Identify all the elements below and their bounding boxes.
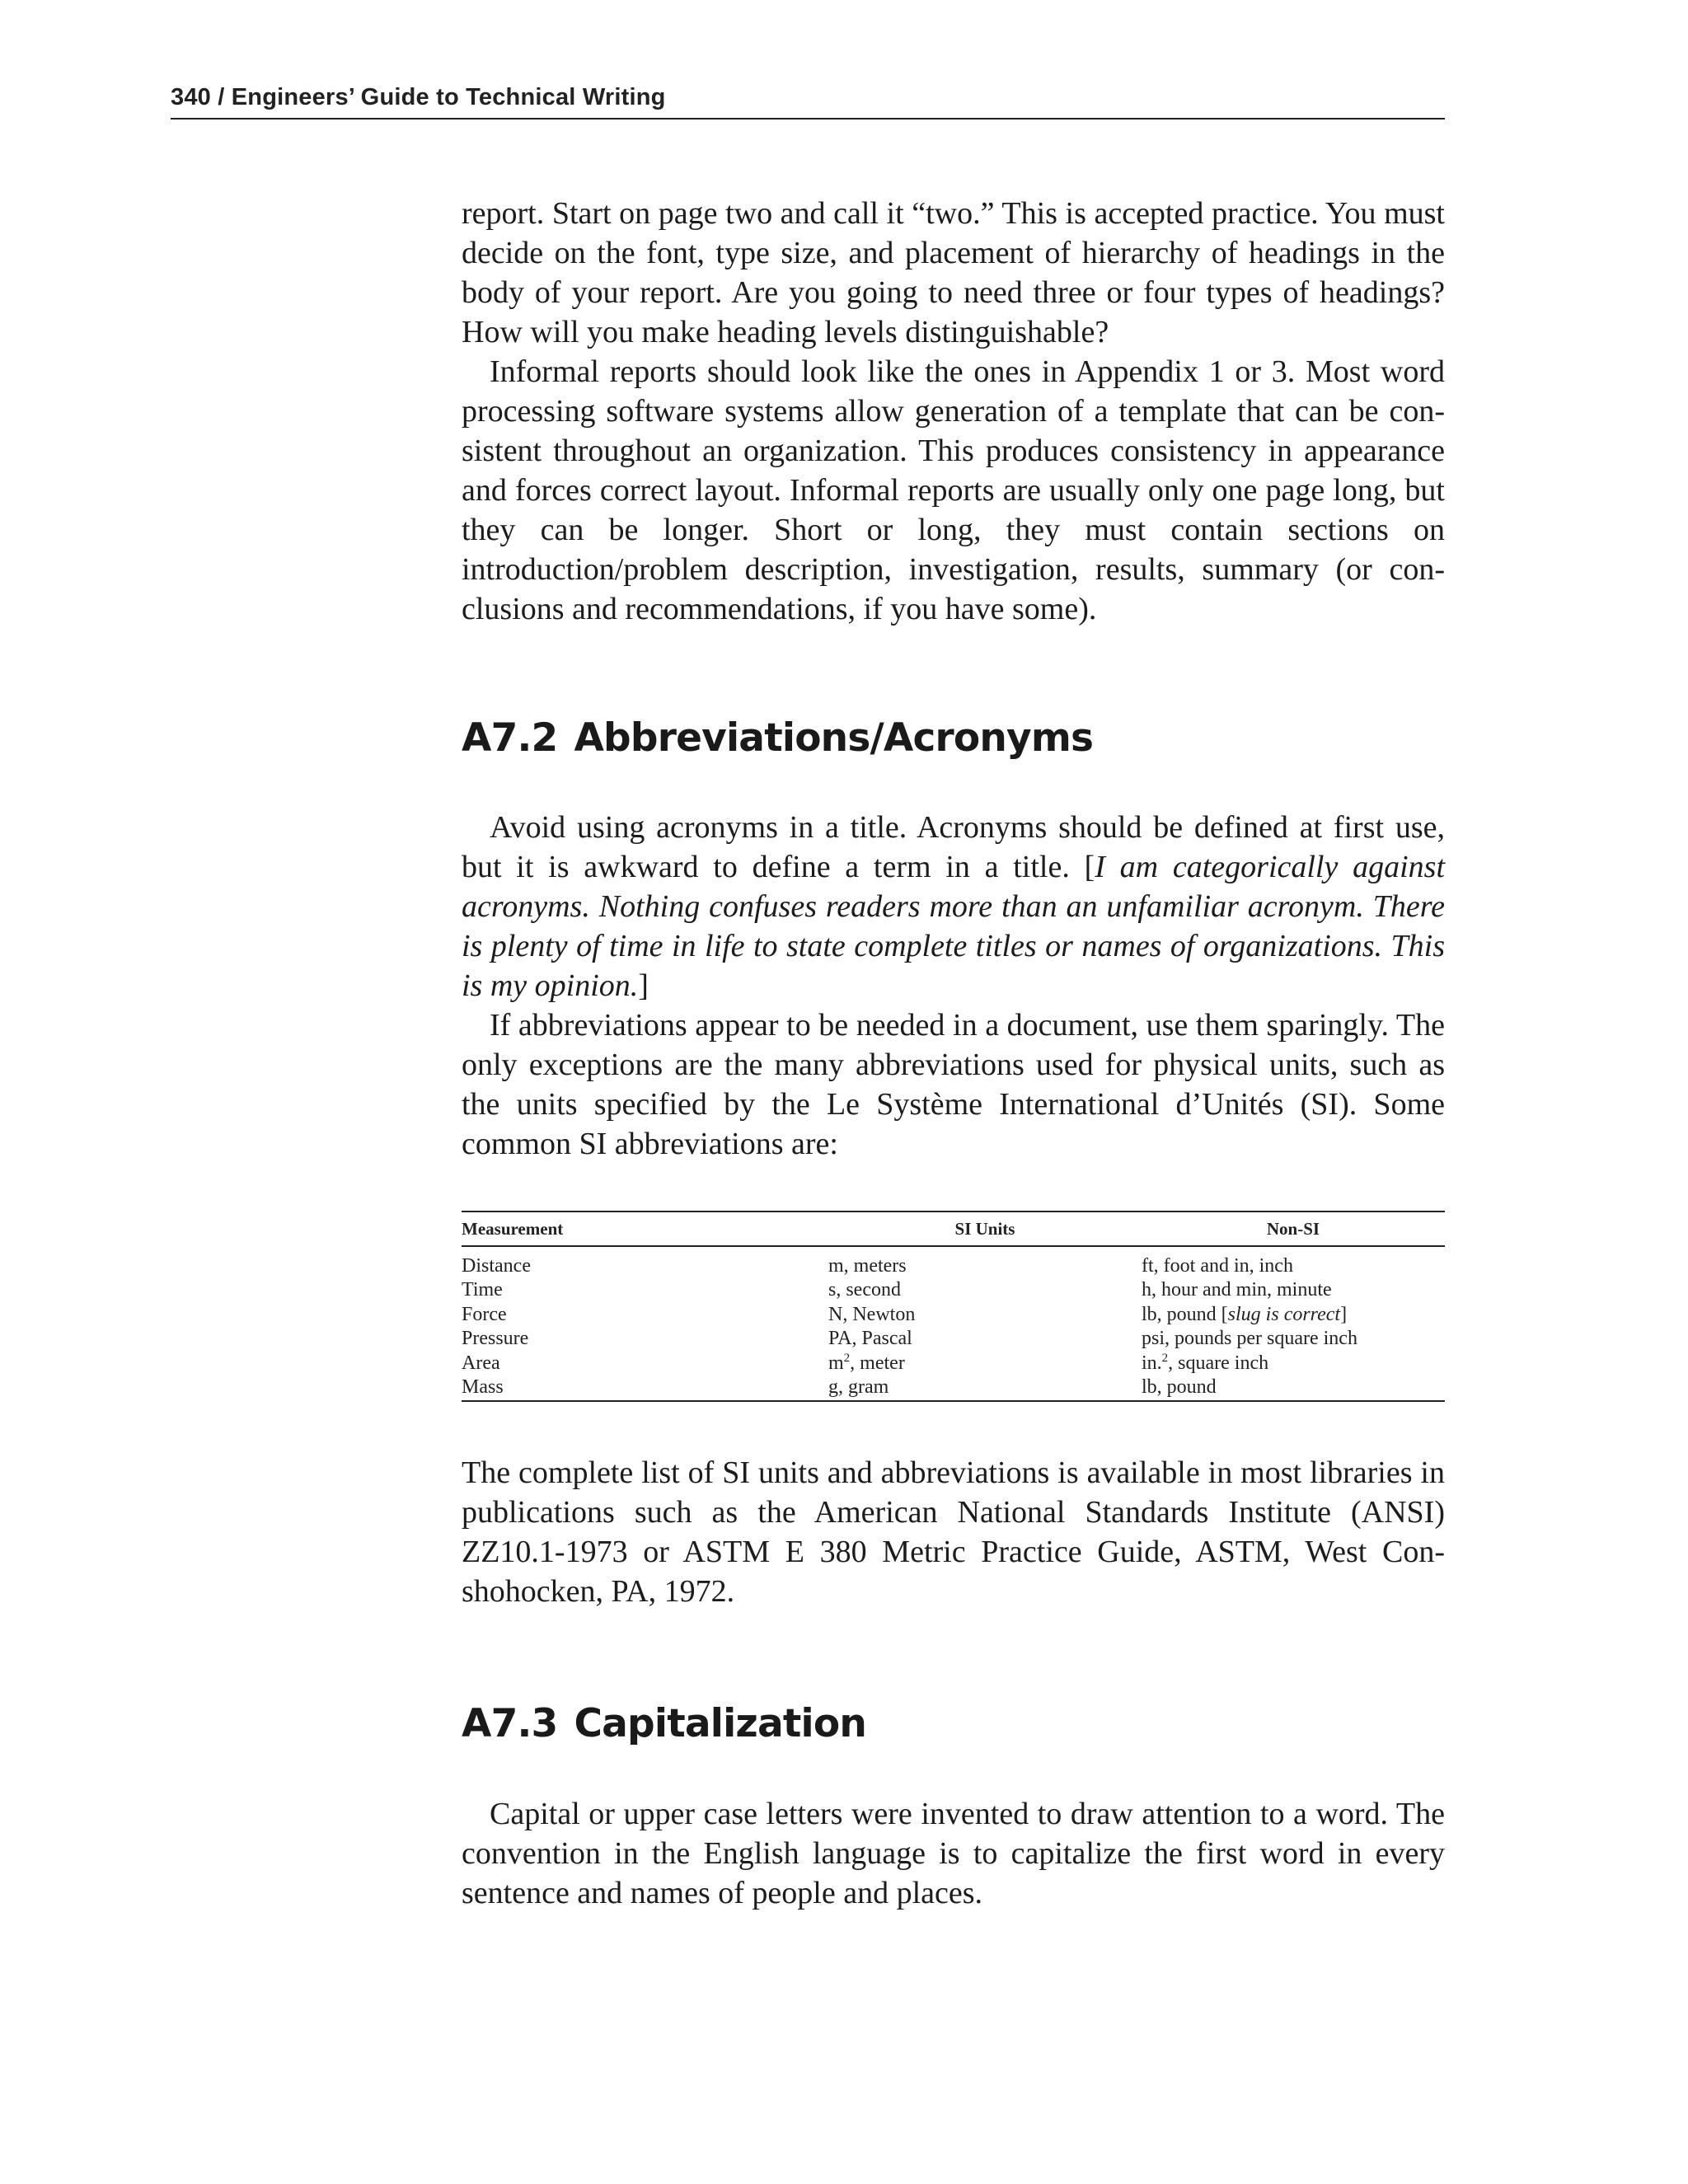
paragraph: If abbreviations appear to be needed in a document, use them sparingly. The only exceptions are the many abbreviations used for physical units, such as the units specified by the Le Système International d’Unités (SI). Some common SI abbreviations are:	[462, 1008, 1445, 1161]
paragraph: Informal reports should look like the ones in Appendix 1 or 3. Most word processing software systems allow generation of a template that can be consistent throughout an organization. This produces consistency in appearance and forces correct layout. Informal reports are usually only one page long, but they can be longer. Short or long, they must contain sections on introduction/problem description, investigation, results, summary (or conclusions and recommendations, if you have some).	[462, 354, 1445, 626]
body-text-block	[462, 1794, 1445, 1913]
section-title: Abbreviations/Acronyms	[574, 715, 1094, 761]
table-row	[462, 1303, 1445, 1328]
section-number: A7.3	[462, 1701, 558, 1746]
paragraph: The complete list of SI units and abbreviations is available in most libraries in publications such as the American National Standards Institute (ANSI) ZZ10.1-1973 or ASTM E 380 Metric Practice Guide, ASTM, West Conshohocken, PA, 1972.	[462, 1455, 1445, 1609]
si-units-table	[462, 1211, 1445, 1402]
section-heading	[462, 1701, 1445, 1746]
superscript: 2	[843, 1351, 851, 1365]
cell-text: lb, pound [	[1142, 1303, 1228, 1325]
table-row	[462, 1352, 1445, 1376]
table-cell: ft, foot and in, inch	[1142, 1254, 1293, 1277]
table-row	[462, 1246, 1445, 1279]
unit-base: m	[828, 1352, 844, 1374]
author-aside: I am categorically against acronyms. Nothing confuses readers more than an unfamiliar acronym. There is plenty of time in life to state complete titles or names of organizations. This is my opinion.	[462, 850, 1446, 1003]
unit-base: in.	[1142, 1352, 1162, 1374]
paragraph-text: Avoid using acronyms in a title. Acronyms should be defined at first use, but it is awkward to define a term in a title. [	[462, 810, 1445, 884]
paragraph	[462, 808, 1445, 1005]
table-cell: Force	[462, 1303, 507, 1325]
table-cell: Mass	[462, 1376, 504, 1398]
table-cell: N, Newton	[828, 1303, 916, 1325]
column-header: Measurement	[462, 1212, 828, 1246]
unit-rest: , meter	[850, 1352, 905, 1374]
table-row	[462, 1278, 1445, 1303]
table-header-row	[462, 1212, 1445, 1246]
table-cell: Pressure	[462, 1328, 529, 1349]
section-heading	[462, 715, 1445, 761]
table-cell: lb, pound	[1142, 1376, 1217, 1398]
column-header: SI Units	[828, 1212, 1142, 1246]
body-text-block	[462, 194, 1445, 629]
column-header: Non-SI	[1142, 1212, 1445, 1246]
bracket-close: ]	[1340, 1303, 1348, 1325]
table-cell	[828, 1352, 1142, 1376]
table-cell: Time	[462, 1279, 503, 1301]
table-cell: s, second	[828, 1279, 901, 1301]
running-head: 340 / Engineers’ Guide to Technical Writing	[171, 84, 1445, 120]
paragraph: Capital or upper case letters were invented to draw attention to a word. The convention in the English language is to capitalize the first word in every sentence and names of people and places.	[462, 1797, 1445, 1910]
bracket-close: ]	[638, 968, 649, 1003]
section-number: A7.2	[462, 715, 558, 761]
body-text-block	[462, 1453, 1445, 1611]
section-title: Capitalization	[574, 1701, 867, 1746]
table-cell: psi, pounds per square inch	[1142, 1328, 1357, 1349]
superscript: 2	[1161, 1351, 1169, 1365]
table-cell	[1142, 1303, 1445, 1328]
cell-italic-note: slug is correct	[1227, 1303, 1341, 1325]
table-cell: Distance	[462, 1254, 531, 1277]
table-cell: m, meters	[828, 1254, 907, 1277]
paragraph: report. Start on page two and call it “two.” This is accepted practice. You must decide on the font, type size, and placement of hierarchy of headings in the body of your report. Are you going to need three or four types of headings? How will you make heading levels distinguishable?	[462, 196, 1445, 349]
table-row	[462, 1327, 1445, 1352]
body-text-block	[462, 808, 1445, 1164]
table-cell: h, hour and min, minute	[1142, 1279, 1332, 1301]
unit-rest: , square inch	[1168, 1352, 1269, 1374]
table-cell: PA, Pascal	[828, 1328, 912, 1349]
table-row	[462, 1376, 1445, 1401]
table-cell: g, gram	[828, 1376, 889, 1398]
table-cell: Area	[462, 1352, 500, 1374]
table-cell	[1142, 1352, 1445, 1376]
